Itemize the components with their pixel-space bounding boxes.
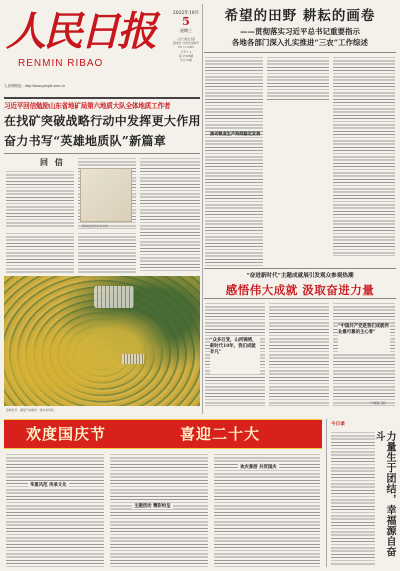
letter-title: 回 信	[40, 157, 65, 167]
article-column	[140, 157, 200, 272]
date-block	[172, 10, 200, 34]
lead-kicker: 习近平回信勉励山东省地矿局第六地质大队全体地质工作者	[4, 102, 171, 110]
masthead-pinyin: RENMIN RIBAO	[18, 58, 104, 69]
top-feature-sub2: 各地各部门深入扎实推进“三农”工作综述	[231, 38, 369, 47]
issue-day: 5	[182, 15, 190, 28]
series-line: “奋进新时代”主题成就展引发观众参观热潮	[246, 273, 354, 279]
issue-lines	[171, 38, 201, 63]
bottom-subhead-2: 主题活动 精彩纷呈	[134, 504, 171, 509]
article-column	[214, 453, 320, 567]
banner-right: 喜迎二十大	[180, 425, 261, 443]
issue-line: 代号 1-1	[180, 50, 192, 54]
masthead-title: 人民日报	[6, 8, 154, 55]
top-feature-title: 希望的田野 耕耘的画卷	[224, 8, 376, 24]
issue-line: 今日 20版	[180, 59, 192, 63]
lead-headline-1: 在找矿突破战略行动中发挥更大作用	[4, 114, 201, 128]
article-column	[269, 302, 329, 406]
article-column	[6, 453, 104, 567]
divider	[202, 4, 203, 414]
divider	[4, 153, 200, 154]
main-photo	[4, 276, 200, 406]
today-column	[326, 419, 396, 567]
article-column	[205, 56, 263, 266]
issue-line: 第 27288期	[178, 54, 194, 58]
letter-text	[6, 170, 74, 228]
letter-photo	[80, 168, 132, 222]
divider	[4, 97, 200, 99]
pull-quote-text: “中国共产党是我们成就伟业最可靠的主心骨”	[338, 324, 389, 335]
banner-left: 欢度国庆节	[26, 425, 107, 443]
bottom-subhead-1: 华夏风范 传承文化	[30, 483, 67, 488]
today-headline: 力量生于团结，幸福源自奋斗	[373, 431, 395, 557]
section-label: 推动粮食生产持续稳定发展	[210, 131, 261, 136]
village-cluster	[94, 286, 134, 308]
top-feature	[204, 4, 396, 56]
pull-quote-text: “众多巨变，山河锦绣，新时代10年，我们成就非凡”	[210, 338, 257, 355]
issue-line: CN 11-0065	[178, 46, 194, 50]
continued-note: （下转第三版）	[368, 401, 388, 405]
issue-weekday: 星期三	[180, 28, 192, 33]
divider	[204, 298, 396, 299]
village-cluster	[122, 354, 144, 364]
issue-date: 2022年10月	[172, 11, 200, 16]
lead-headline-2: 奋力书写“英雄地质队”新篇章	[4, 134, 167, 148]
article-column	[6, 232, 74, 274]
pull-quote-2	[338, 324, 390, 354]
article-column	[78, 232, 136, 274]
article-column	[333, 302, 395, 406]
divider	[204, 52, 396, 53]
top-feature-sub1: ——贯彻落实习近平总书记重要指示	[240, 27, 360, 36]
divider	[204, 268, 396, 269]
today-label: 今日谈	[331, 422, 345, 427]
today-text	[331, 431, 375, 565]
masthead-site: 人民网网址：http://www.people.com.cn	[4, 84, 65, 88]
news-caption: 新华社北京10月4日电	[82, 225, 108, 228]
mid-headline: 感悟伟大成就 汲取奋进力量	[225, 283, 375, 297]
photo-caption: 金秋时节，湖南千亩梯田一派丰收景象。	[6, 408, 57, 412]
article-column	[110, 453, 208, 567]
article-column	[333, 56, 395, 256]
pull-quote-1	[210, 338, 260, 374]
issue-line: 国内统一连续出版物号	[173, 42, 199, 46]
article-column	[267, 56, 329, 100]
bottom-subhead-3: 欢庆喜游 共贺国庆	[240, 465, 277, 470]
issue-line: 人民日报社出版	[176, 38, 196, 41]
holiday-banner	[4, 419, 322, 449]
masthead	[4, 4, 200, 96]
